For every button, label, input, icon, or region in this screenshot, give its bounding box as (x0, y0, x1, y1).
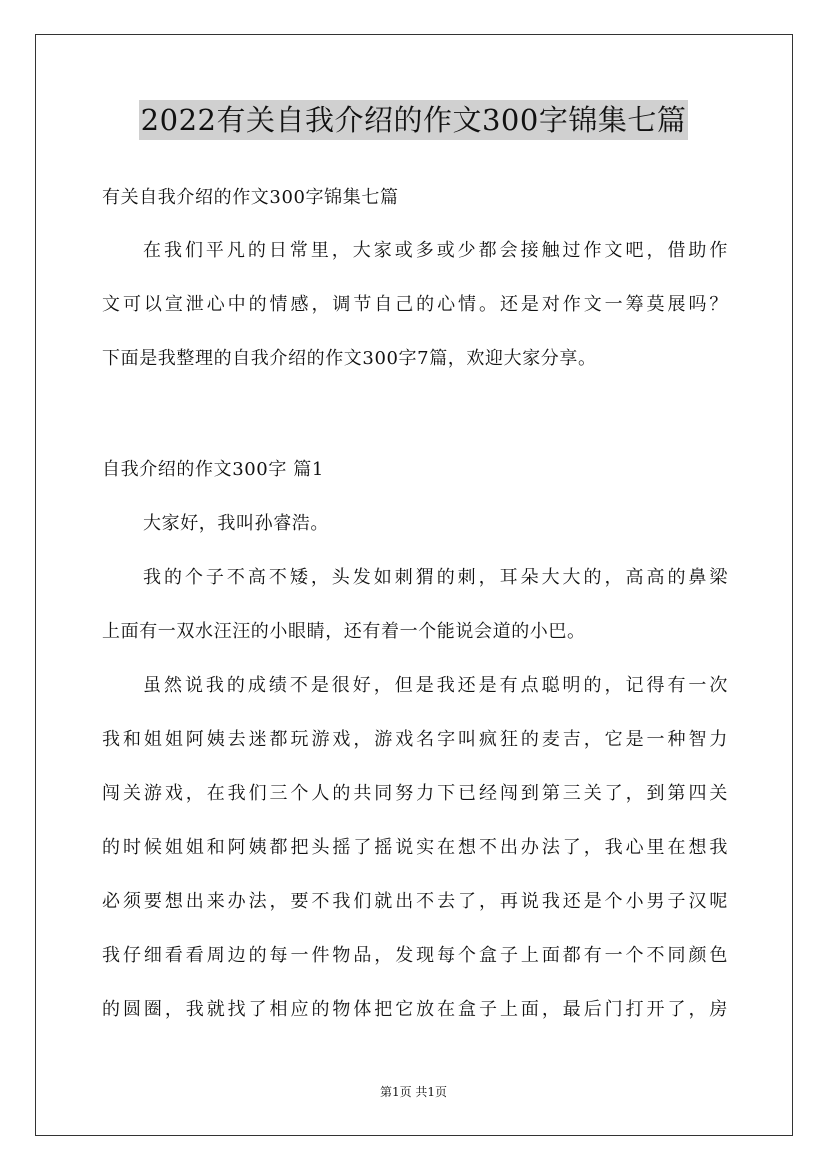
body-line: 我的个子不高不矮，头发如刺猬的刺，耳朵大大的，高高的鼻梁 (143, 567, 728, 588)
subtitle: 有关自我介绍的作文300字锦集七篇 (102, 187, 399, 208)
page-footer: 第1页 共1页 (379, 1085, 448, 1099)
intro-line: 在我们平凡的日常里，大家或多或少都会接触过作文吧，借助作 (143, 240, 728, 261)
intro-line: 文可以宣泄心中的情感，调节自己的心情。还是对作文一筹莫展吗？ (102, 294, 728, 315)
body-line: 我仔细看看周边的每一件物品，发现每个盒子上面都有一个不同颜色 (102, 945, 728, 966)
section-heading: 自我介绍的作文300字 篇1 (102, 459, 324, 480)
greeting-line: 大家好，我叫孙睿浩。 (143, 513, 329, 534)
body-line: 我和姐姐阿姨去迷都玩游戏，游戏名字叫疯狂的麦吉，它是一种智力 (102, 729, 728, 750)
body-line: 的圆圈，我就找了相应的物体把它放在盒子上面，最后门打开了，房 (102, 999, 728, 1020)
body-line: 闯关游戏，在我们三个人的共同努力下已经闯到第三关了，到第四关 (102, 783, 728, 804)
body-line: 上面有一双水汪汪的小眼睛，还有着一个能说会道的小巴。 (102, 621, 586, 642)
body-line: 的时候姐姐和阿姨都把头摇了摇说实在想不出办法了，我心里在想我 (102, 837, 728, 858)
intro-line: 下面是我整理的自我介绍的作文300字7篇，欢迎大家分享。 (102, 348, 597, 369)
body-line: 必须要想出来办法，要不我们就出不去了，再说我还是个小男子汉呢 (102, 891, 728, 912)
body-line: 虽然说我的成绩不是很好，但是我还是有点聪明的，记得有一次 (143, 675, 728, 696)
document-title: 2022有关自我介绍的作文300字锦集七篇 (139, 100, 689, 140)
